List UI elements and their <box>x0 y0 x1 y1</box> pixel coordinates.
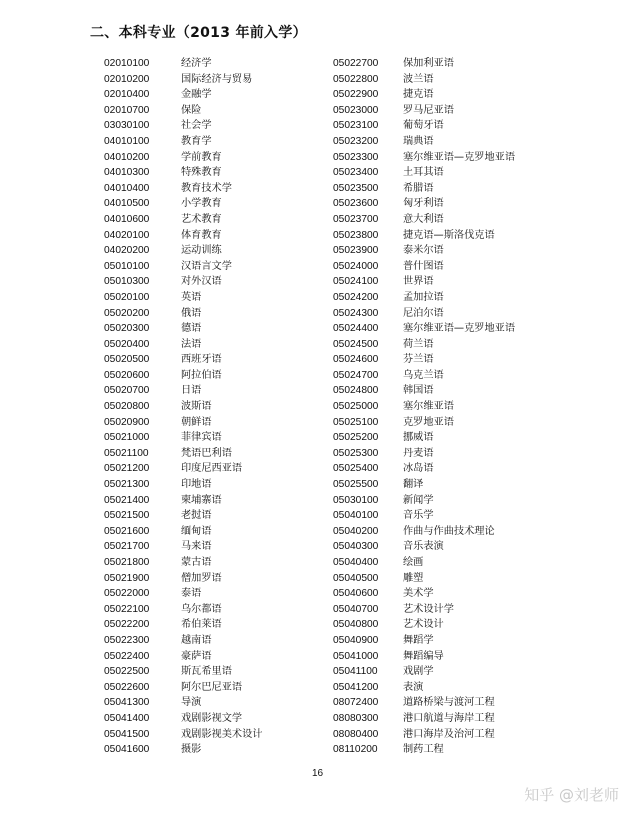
major-name: 塞尔维亚语 <box>403 401 454 413</box>
major-name: 捷克语 <box>403 89 434 101</box>
major-code: 05024200 <box>333 291 379 303</box>
major-name: 对外汉语 <box>181 276 222 288</box>
major-name: 阿尔巴尼亚语 <box>181 681 243 693</box>
major-name: 艺术设计学 <box>403 603 454 615</box>
major-name: 梵语巴利语 <box>181 447 232 459</box>
major-name: 马来语 <box>181 541 212 553</box>
major-name: 希腊语 <box>403 182 434 194</box>
major-code: 08110200 <box>333 744 378 756</box>
major-name: 世界语 <box>403 276 434 288</box>
major-name: 表演 <box>403 681 424 693</box>
major-code: 05040700 <box>333 603 379 615</box>
major-code: 05023000 <box>333 104 379 116</box>
major-name: 希伯莱语 <box>181 619 222 631</box>
major-name: 瑞典语 <box>403 135 434 147</box>
major-name: 法语 <box>181 338 202 350</box>
major-code: 05020500 <box>104 354 150 366</box>
major-name: 丹麦语 <box>403 447 434 459</box>
major-code: 05041200 <box>333 681 379 693</box>
major-name: 韩国语 <box>403 385 434 397</box>
major-name: 经济学 <box>181 58 212 69</box>
major-code: 05022200 <box>104 619 150 631</box>
major-name: 社会学 <box>181 120 212 132</box>
major-name: 德语 <box>181 323 202 335</box>
major-code: 05040200 <box>333 525 379 537</box>
major-name: 印度尼西亚语 <box>181 463 243 475</box>
major-code: 05041500 <box>104 728 150 740</box>
major-code: 05021600 <box>104 525 150 537</box>
major-name: 捷克语—斯洛伐克语 <box>403 229 495 241</box>
major-name: 罗马尼亚语 <box>403 104 454 116</box>
major-code: 05021900 <box>104 572 150 584</box>
major-code: 04010100 <box>104 135 150 147</box>
major-name: 孟加拉语 <box>403 291 444 303</box>
major-code: 05021500 <box>104 510 150 522</box>
major-name: 挪威语 <box>403 432 434 444</box>
major-name: 乌尔都语 <box>181 603 222 615</box>
major-name: 菲律宾语 <box>181 432 222 444</box>
major-code: 05041100 <box>333 666 378 678</box>
major-code: 04020100 <box>104 229 150 241</box>
section-heading: 二、本科专业（2013 年前入学） <box>90 25 307 41</box>
major-code: 05025200 <box>333 432 379 444</box>
major-code: 05024700 <box>333 369 379 381</box>
major-name: 僧加罗语 <box>181 572 222 584</box>
major-name: 蒙古语 <box>181 557 212 568</box>
major-code: 05030100 <box>333 494 379 506</box>
major-code: 05040900 <box>333 634 379 646</box>
major-code: 04020200 <box>104 245 150 257</box>
major-code: 05022000 <box>104 588 150 600</box>
major-code: 05024100 <box>333 276 379 288</box>
major-name: 日语 <box>181 385 202 397</box>
major-code: 05040500 <box>333 572 379 584</box>
major-name: 新闻学 <box>403 494 434 506</box>
major-code: 05023400 <box>333 167 379 179</box>
major-code: 05022900 <box>333 89 379 101</box>
major-code: 05020300 <box>104 323 150 335</box>
major-name: 斯瓦希里语 <box>181 666 232 678</box>
major-name: 西班牙语 <box>181 354 222 366</box>
major-code: 05022500 <box>104 666 150 678</box>
major-code: 03030100 <box>104 120 150 132</box>
major-name: 戏剧影视美术设计 <box>181 728 263 740</box>
major-code: 05021000 <box>104 432 150 444</box>
major-code: 05021100 <box>104 447 149 459</box>
major-name: 金融学 <box>181 89 212 101</box>
major-code: 05023900 <box>333 245 379 257</box>
major-name: 港口航道与海岸工程 <box>403 712 495 724</box>
major-name: 绘画 <box>403 557 424 568</box>
major-code: 05020700 <box>104 385 150 397</box>
major-code: 05021700 <box>104 541 150 553</box>
major-code: 05025500 <box>333 479 379 491</box>
major-code: 05022800 <box>333 73 379 85</box>
major-code: 05024000 <box>333 260 379 272</box>
major-name: 道路桥梁与渡河工程 <box>403 697 495 709</box>
major-name: 国际经济与贸易 <box>181 73 253 85</box>
major-code: 04010600 <box>104 213 150 225</box>
major-name: 运动训练 <box>181 245 222 257</box>
major-code: 05010300 <box>104 276 150 288</box>
major-name: 艺术设计 <box>403 619 444 631</box>
major-name: 土耳其语 <box>403 167 444 179</box>
major-code: 05041000 <box>333 650 379 662</box>
major-name: 克罗地亚语 <box>403 416 454 428</box>
major-name: 戏剧影视文学 <box>181 712 243 724</box>
major-name: 学前教育 <box>181 151 222 163</box>
major-code: 02010700 <box>104 104 150 116</box>
major-code: 05021800 <box>104 557 150 568</box>
major-name: 老挝语 <box>181 510 212 522</box>
major-code: 05040300 <box>333 541 379 553</box>
major-name: 摄影 <box>181 744 202 756</box>
major-code: 05025400 <box>333 463 379 475</box>
major-code: 08080300 <box>333 712 379 724</box>
major-code: 05022600 <box>104 681 150 693</box>
major-name: 小学教育 <box>181 198 222 210</box>
major-name: 教育技术学 <box>181 182 232 194</box>
major-name: 尼泊尔语 <box>403 307 444 319</box>
major-code: 05023300 <box>333 151 379 163</box>
major-code: 05022100 <box>104 603 150 615</box>
major-code: 05023200 <box>333 135 379 147</box>
major-name: 印地语 <box>181 479 212 491</box>
major-code: 05025000 <box>333 401 379 413</box>
major-code: 05022400 <box>104 650 150 662</box>
major-name: 波斯语 <box>181 401 212 413</box>
major-code: 05020200 <box>104 307 150 319</box>
major-code: 05024500 <box>333 338 379 350</box>
major-name: 泰米尔语 <box>403 245 444 257</box>
major-name: 缅甸语 <box>181 525 212 537</box>
major-code: 05040100 <box>333 510 379 522</box>
major-name: 特殊教育 <box>181 167 222 179</box>
major-name: 港口海岸及治河工程 <box>403 728 495 740</box>
major-code: 05024600 <box>333 354 379 366</box>
major-code: 05010100 <box>104 260 150 272</box>
major-name: 音乐学 <box>403 510 434 522</box>
major-name: 保加利亚语 <box>403 58 454 69</box>
major-name: 波兰语 <box>403 73 434 85</box>
major-code: 05041400 <box>104 712 150 724</box>
major-name: 冰岛语 <box>403 463 434 475</box>
major-code: 05021200 <box>104 463 150 475</box>
major-name: 乌克兰语 <box>403 369 444 381</box>
major-code: 05024800 <box>333 385 379 397</box>
major-code: 02010200 <box>104 73 150 85</box>
major-name: 柬埔寨语 <box>181 494 222 506</box>
watermark: 知乎 @刘老师 <box>524 786 619 804</box>
major-code: 05025300 <box>333 447 379 459</box>
major-code: 05024300 <box>333 307 379 319</box>
major-name: 豪萨语 <box>181 650 212 662</box>
major-code: 05023500 <box>333 182 379 194</box>
major-code: 05020400 <box>104 338 150 350</box>
major-code: 05020900 <box>104 416 150 428</box>
major-name: 俄语 <box>181 307 202 319</box>
major-code: 05023700 <box>333 213 379 225</box>
major-name: 雕塑 <box>403 572 424 584</box>
major-code: 04010300 <box>104 167 150 179</box>
major-code: 05041300 <box>104 697 150 709</box>
major-code: 05020100 <box>104 291 150 303</box>
major-name: 体育教育 <box>181 229 222 241</box>
major-name: 音乐表演 <box>403 541 444 553</box>
major-code: 02010400 <box>104 89 150 101</box>
major-code: 02010100 <box>104 58 150 69</box>
major-name: 翻译 <box>403 479 424 491</box>
major-name: 制药工程 <box>403 744 444 756</box>
major-name: 阿拉伯语 <box>181 369 222 381</box>
major-code: 05021300 <box>104 479 150 491</box>
major-name: 艺术教育 <box>181 213 222 225</box>
major-name: 芬兰语 <box>403 354 434 366</box>
major-code: 05023600 <box>333 198 379 210</box>
major-name: 荷兰语 <box>403 338 434 350</box>
major-code: 05020600 <box>104 369 150 381</box>
page-number: 16 <box>311 768 324 779</box>
major-name: 作曲与作曲技术理论 <box>403 525 495 537</box>
major-name: 导演 <box>181 697 202 709</box>
major-name: 塞尔维亚语—克罗地亚语 <box>403 151 516 163</box>
major-name: 美术学 <box>403 588 434 600</box>
major-name: 英语 <box>181 291 202 303</box>
major-name: 葡萄牙语 <box>403 120 444 132</box>
major-name: 意大利语 <box>403 213 444 225</box>
major-code: 05041600 <box>104 744 150 756</box>
major-code: 08080400 <box>333 728 379 740</box>
major-code: 04010200 <box>104 151 150 163</box>
major-name: 泰语 <box>181 588 202 600</box>
major-code: 05040800 <box>333 619 379 631</box>
major-name: 舞蹈编导 <box>403 650 444 662</box>
major-code: 05040600 <box>333 588 379 600</box>
major-code: 05025100 <box>333 416 379 428</box>
major-name: 普什图语 <box>403 260 444 272</box>
major-code: 05022300 <box>104 634 150 646</box>
major-name: 匈牙利语 <box>403 198 444 210</box>
major-name: 教育学 <box>181 135 212 147</box>
major-code: 08072400 <box>333 697 379 709</box>
major-code: 04010400 <box>104 182 150 194</box>
major-code: 05024400 <box>333 323 379 335</box>
major-name: 保险 <box>181 104 202 116</box>
major-name: 汉语言文学 <box>181 260 232 272</box>
major-name: 朝鲜语 <box>181 416 212 428</box>
major-code: 05023100 <box>333 120 379 132</box>
major-code: 05021400 <box>104 494 150 506</box>
major-name: 舞蹈学 <box>403 634 434 646</box>
major-code: 05040400 <box>333 557 379 568</box>
major-name: 越南语 <box>181 634 212 646</box>
major-name: 塞尔维亚语—克罗地亚语 <box>403 323 516 335</box>
major-code: 05020800 <box>104 401 150 413</box>
major-code: 05022700 <box>333 58 379 69</box>
major-code: 04010500 <box>104 198 150 210</box>
major-code: 05023800 <box>333 229 379 241</box>
major-name: 戏剧学 <box>403 666 434 678</box>
